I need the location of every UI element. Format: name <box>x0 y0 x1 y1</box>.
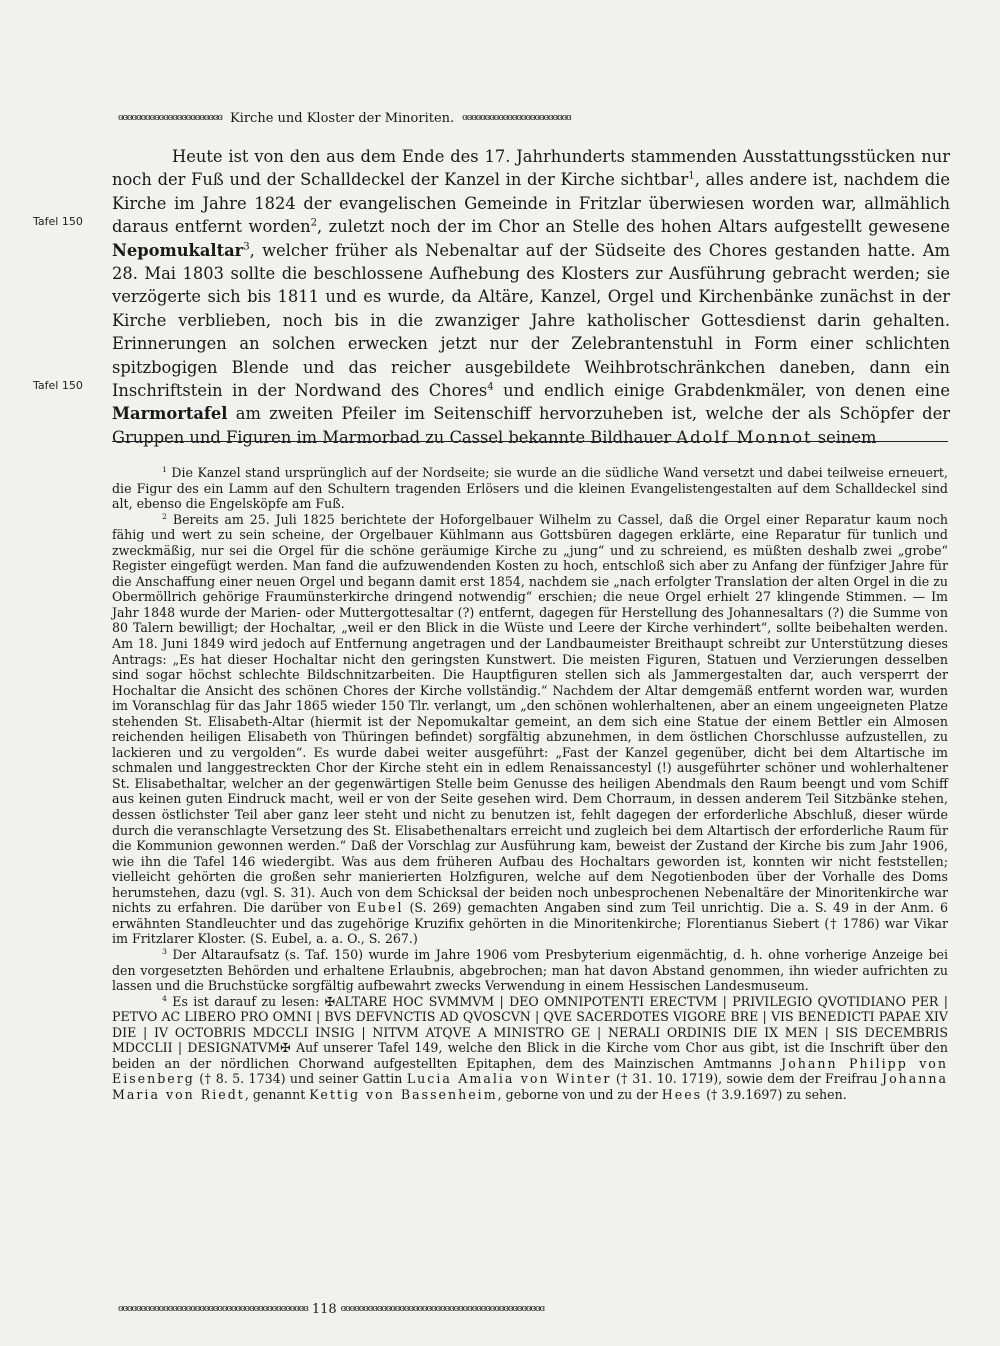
keyword-marmortafel: Marmortafel <box>112 404 228 424</box>
footnote-3: $^3$ Der Altaraufsatz (s. Taf. 150) wurde im Jahre 1906 vom Presbyterium eigenmächtig, d. h. ohne vorherige Anzeige bei den vorgesetzten Behörden und erhaltene Erlaubnis, abgebrochen; man hat davon Abstand genommen, ihn wieder aufrichten zu lassen und die Bruchstücke sorgfältig aufbewahrt zwecks Verwendung in einem Hessischen Landesmuseum. <box>112 946 948 994</box>
page-footer <box>118 1296 948 1322</box>
page-number: 118 <box>311 1301 337 1317</box>
footnote-ref-3[interactable]: 3 <box>243 241 250 253</box>
header-ornament-right: ɞɞɞɞɞɞɞɞɞɞɞɞɞɞɞɞɞɞɞɞɞɞɞɞ <box>462 113 571 123</box>
footer-ornament-left: ɞɞɞɞɞɞɞɞɞɞɞɞɞɞɞɞɞɞɞɞɞɞɞɞɞɞɞɞɞɞɞɞɞɞɞɞɞɞɞɞɞɞ <box>118 1304 308 1314</box>
main-paragraph: Heute ist von den aus dem Ende des 17. Jahrhunderts stammenden Ausstattungsstücken nur noch der Fuß und der Schalldeckel der Kanzel in der Kirche sichtbar$^1$, alles andere ist, nachdem die Kirche im Jahre 1824 der evangelischen Gemeinde in Fritzlar überwiesen worden war, allmählich daraus entfernt worden$^2$, zuletzt noch der im Chor an Stelle des hohen Altars aufgestellt gewesene Nepomukaltar$^3$, welcher früher als Nebenaltar auf der Südseite des Chores gestanden hatte. Am 28. Mai 1803 sollte die beschlossene Aufhebung des Klosters zur Ausführung gebracht werden; sie verzögerte sich bis 1811 und es wurde, da Altäre, Kanzel, Orgel und Kirchenbänke zunächst in der Kirche verblieben, noch bis in die zwanziger Jahre katholischer Gottesdienst darin gehalten. Erinnerungen an solchen erwecken jetzt nur der Zelebrantenstuhl in Form einer schlichten spitzbogigen Blende und das reicher ausgebildete Weihbrotschränkchen daneben, dann ein Inschriftstein in der Nordwand des Chores$^4$ und endlich einige Grabdenkmäler, von denen eine Marmortafel am zweiten Pfeiler im Seitenschiff hervorzuheben ist, welche der als Schöpfer der Gruppen und Figuren im Marmorbad zu Cassel bekannte Bildhauer Adolf Monnot seinem <box>112 147 950 447</box>
keyword-nepomukaltar: Nepomukaltar <box>112 240 244 260</box>
footnote-2: $^2$ Bereits am 25. Juli 1825 berichtete der Hoforgelbauer Wilhelm zu Cassel, daß die Orgel einer Reparatur kaum noch fähig und wert zu sein scheine, der Orgelbauer Kühlmann aus Gottsbüren dagegen erklärte, eine Reparatur für tunlich und zweckmäßig, nur sei die Orgel für die schöne geräumige Kirche zu „jung“ und zu schreiend, es müßten deshalb zwei „grobe“ Register eingefügt werden. Man fand die aufzuwendenden Kosten zu hoch, entschloß sich aber zu Anfang der fünfziger Jahre für die Anschaffung einer neuen Orgel und begann damit erst 1854, nachdem sie „nach erfolgter Translation der alten Orgel in die zu Obermöllrich gehörige Fraumünsterkirche dringend notwendig“ erschien; die neue Orgel erhielt 27 klingende Stimmen. — Im Jahr 1848 wurde der Marien- oder Muttergottesaltar (?) entfernt, dagegen für Herstellung des Johannesaltars (?) die Summe von 80 Talern bewilligt; der Hochaltar, „weil er den Blick in die Wüste und Leere der Kirche verhindert“, sollte beibehalten werden. Am 18. Juni 1849 wird jedoch auf Entfernung angetragen und der Landbaumeister Breithaupt schreibt zur Unterstützung dieses Antrags: „Es hat dieser Hochaltar nicht den geringsten Kunstwert. Die meisten Figuren, Statuen und Verzierungen desselben sind sogar höchst schlechte Bildschnitzarbeiten. Die Hauptfiguren stellen sich als Jammergestalten dar, auch versperrt der Hochaltar die Ansicht des schönen Chores der Kirche vollständig.“ Nachdem der Altar demgemäß entfernt worden war, wurden im Voranschlag für das Jahr 1865 wieder 150 Tlr. verlangt, um „den schönen wohlerhaltenen, aber an einem ungeeigneten Platze stehenden St. Elisabeth-Altar (hiermit ist der Nepomukaltar gemeint, an dem sich eine Statue der einem Bettler ein Almosen reichenden heiligen Elisabeth von Thüringen befindet) sorgfältig abzunehmen, in dem östlichen Chorschlusse aufzustellen, zu lackieren und zu vergolden“. Es wurde dabei weiter ausgeführt: „Fast der Kanzel gegenüber, dicht bei dem Altartische im schmalen und langgestreckten Chor der Kirche steht ein in edlem Renaissancestyl (!) ausgeführter schöner und wohlerhaltener St. Elisabethaltar, welcher an der gegenwärtigen Stelle beim Genusse des heiligen Abendmals den Raum beengt und vom Schiff aus keinen guten Eindruck macht, weil er von der Seite gesehen wird. Dem Chorraum, in dessen anderem Teil Sitzbänke stehen, dessen östlichster Teil aber ganz leer steht und nicht zu benutzen ist, fehlt dagegen der erforderliche Abschluß, dieser würde durch die veranschlagte Versetzung des St. Elisabethenaltars erreicht und zugleich bei dem Altartisch der erforderliche Raum für die Kommunion gewonnen werden.“ Daß der Vorschlag zur Ausführung kam, beweist der Zustand der Kirche bis zum Jahr 1906, wie ihn die Tafel 146 wiedergibt. Was aus dem früheren Aufbau des Hochaltars geworden ist, konnten wir nicht feststellen; vielleicht gehörten die großen sehr manierierten Holzfiguren, welche auf dem Negotienboden über der Vorhalle des Doms herumstehen, dazu (vgl. S. 31). Auch von dem Schicksal der beiden noch unbesprochenen Nebenaltäre der Minoritenkirche war nichts zu erfahren. Die darüber von Eubel (S. 269) gemachten Angaben sind zum Teil unrichtig. Die a. S. 49 in der Anm. 6 erwähnten Standleuchter und das zugehörige Kruzifix gehörten in die Minoritenkirche; Florentianus Siebert († 1786) war Vikar im Fritzlarer Kloster. (S. Eubel, a. a. O., S. 267.) <box>112 511 948 947</box>
margin-note-tafel-1: Tafel 150 <box>33 215 83 228</box>
running-title: Kirche und Kloster der Minoriten. <box>229 110 455 126</box>
footnote-ref-2[interactable]: 2 <box>310 217 318 229</box>
margin-note-tafel-2: Tafel 150 <box>33 379 83 392</box>
header-ornament-left: ɞɞɞɞɞɞɞɞɞɞɞɞɞɞɞɞɞɞɞɞɞɞɞ <box>118 113 222 123</box>
footnotes <box>112 465 948 1102</box>
main-text <box>112 145 950 449</box>
footnote-ref-1[interactable]: 1 <box>688 170 695 182</box>
footnote-4: $^4$ Es ist darauf zu lesen: ✠ALTARE HOC SVMMVM | DEO OMNIPOTENTI ERECTVM | PRIVILEGIO QVOTIDIANO PER | PETVO AC LIBERO PRO OMNI | BVS DEFVNCTIS AD QVOSCVN | QVE SACERDOTES VIGORE BRE | VIS BENEDICTI PAPAE XIV DIE | IV OCTOBRIS MDCCLI INSIG | NITVM ATQVE A MINISTRO GE | NERALI ORDINIS DIE IX MEN | SIS DECEMBRIS MDCCLII | DESIGNATVM✠ Auf unserer Tafel 149, welche den Blick in die Kirche vom Chor aus gibt, ist die Inschrift über den beiden an der nördlichen Chorwand aufgestellten Epitaphen, dem des Mainzischen Amtmanns Johann Philipp von Eisenberg († 8. 5. 1734) und seiner Gattin Lucia Amalia von Winter († 31. 10. 1719), sowie dem der Freifrau Johanna Maria von Riedt, genannt Kettig von Bassenheim, geborne von und zu der Hees († 3.9.1697) zu sehen. <box>112 993 948 1102</box>
footer-ornament-right: ɞɞɞɞɞɞɞɞɞɞɞɞɞɞɞɞɞɞɞɞɞɞɞɞɞɞɞɞɞɞɞɞɞɞɞɞɞɞɞɞɞɞɞɞɞ <box>340 1304 545 1314</box>
footnote-1: $^1$ Die Kanzel stand ursprünglich auf der Nordseite; sie wurde an die südliche Wand versetzt und dabei teilweise erneuert, die Figur des ein Lamm auf den Schultern tragenden Erlösers und die kleinen Evangelistengestalten auf dem Schalldeckel sind alt, ebenso die Engelsköpfe am Fuß. <box>112 464 948 512</box>
running-header <box>118 104 948 132</box>
person-name-monnot: Adolf Monnot <box>676 427 813 447</box>
footnote-separator <box>112 441 948 442</box>
footnote-ref-4[interactable]: 4 <box>487 381 494 393</box>
